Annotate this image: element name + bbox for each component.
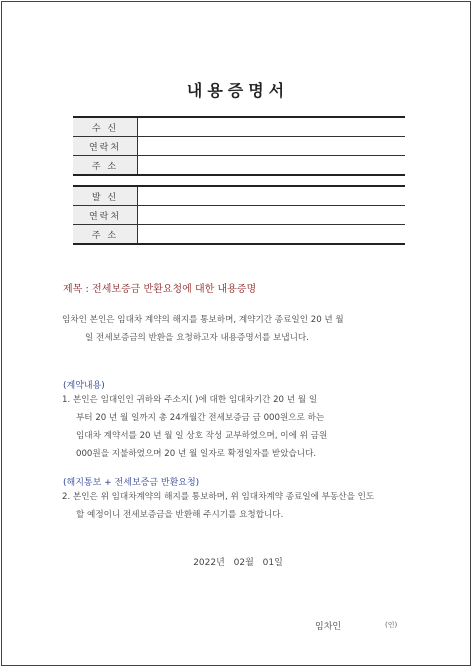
sender-address-label: 주 소 bbox=[73, 225, 138, 245]
recipient-address-label: 주 소 bbox=[73, 156, 138, 176]
sender-row bbox=[73, 186, 405, 206]
recipient-address-field[interactable] bbox=[138, 156, 406, 176]
intro-line: 일 전세보증금의 반환을 요청하고자 내용증명서를 보냅니다. bbox=[85, 333, 309, 343]
intro-paragraph bbox=[62, 311, 416, 347]
termination-line: 할 예정이니 전세보증금을 반환해 주시기를 요청합니다. bbox=[76, 510, 284, 520]
signer-label: 임차인 bbox=[315, 622, 342, 632]
termination-line: 2. 본인은 위 임대차계약의 해지를 통보하며, 위 임대차계약 종료일에 부동산을 인도 bbox=[62, 492, 375, 502]
recipient-row bbox=[73, 117, 405, 137]
contract-line: 부터 20 년 월 일까지 총 24개월간 전세보증금 금 000원으로 하는 bbox=[76, 413, 325, 423]
sender-contact-field[interactable] bbox=[138, 206, 406, 225]
section-heading-termination: (해지통보 + 전세보증금 반환요청) bbox=[63, 478, 200, 488]
section-heading-contract: (계약내용) bbox=[63, 381, 105, 391]
recipient-value-field[interactable] bbox=[138, 117, 406, 137]
contract-paragraph bbox=[62, 391, 416, 463]
sender-contact-row bbox=[73, 206, 405, 225]
sender-value-field[interactable] bbox=[138, 186, 406, 206]
contract-line: 1. 본인은 임대인인 귀하와 주소지( )에 대한 임대차기간 20 년 월 일 bbox=[62, 395, 318, 405]
document-title: 내용증명서 bbox=[186, 81, 290, 100]
recipient-contact-row bbox=[73, 137, 405, 156]
sender-label: 발 신 bbox=[73, 186, 138, 206]
document-date: 2022년 02월 01일 bbox=[193, 558, 283, 568]
recipient-contact-label: 연락처 bbox=[73, 137, 138, 156]
sender-address-row bbox=[73, 225, 405, 245]
document-subject: 제목 : 전세보증금 반환요청에 대한 내용증명 bbox=[63, 284, 257, 295]
recipient-table bbox=[73, 116, 405, 176]
seal-mark: (인) bbox=[385, 621, 398, 629]
sender-contact-label: 연락처 bbox=[73, 206, 138, 225]
contract-line: 000원을 지불하였으며 20 년 월 일자로 확정일자를 받았습니다. bbox=[76, 449, 317, 459]
recipient-contact-field[interactable] bbox=[138, 137, 406, 156]
sender-address-field[interactable] bbox=[138, 225, 406, 245]
intro-line: 임차인 본인은 임대차 계약의 해지를 통보하며, 계약기간 종료일인 20 년 월 bbox=[62, 315, 344, 325]
contract-line: 임대차 계약서를 20 년 월 일 상호 작성 교부하였으며, 이에 위 금원 bbox=[76, 431, 328, 441]
document-page bbox=[1, 1, 471, 666]
termination-paragraph bbox=[62, 488, 416, 524]
sender-table bbox=[73, 185, 405, 245]
recipient-label: 수 신 bbox=[73, 117, 138, 137]
recipient-address-row bbox=[73, 156, 405, 176]
